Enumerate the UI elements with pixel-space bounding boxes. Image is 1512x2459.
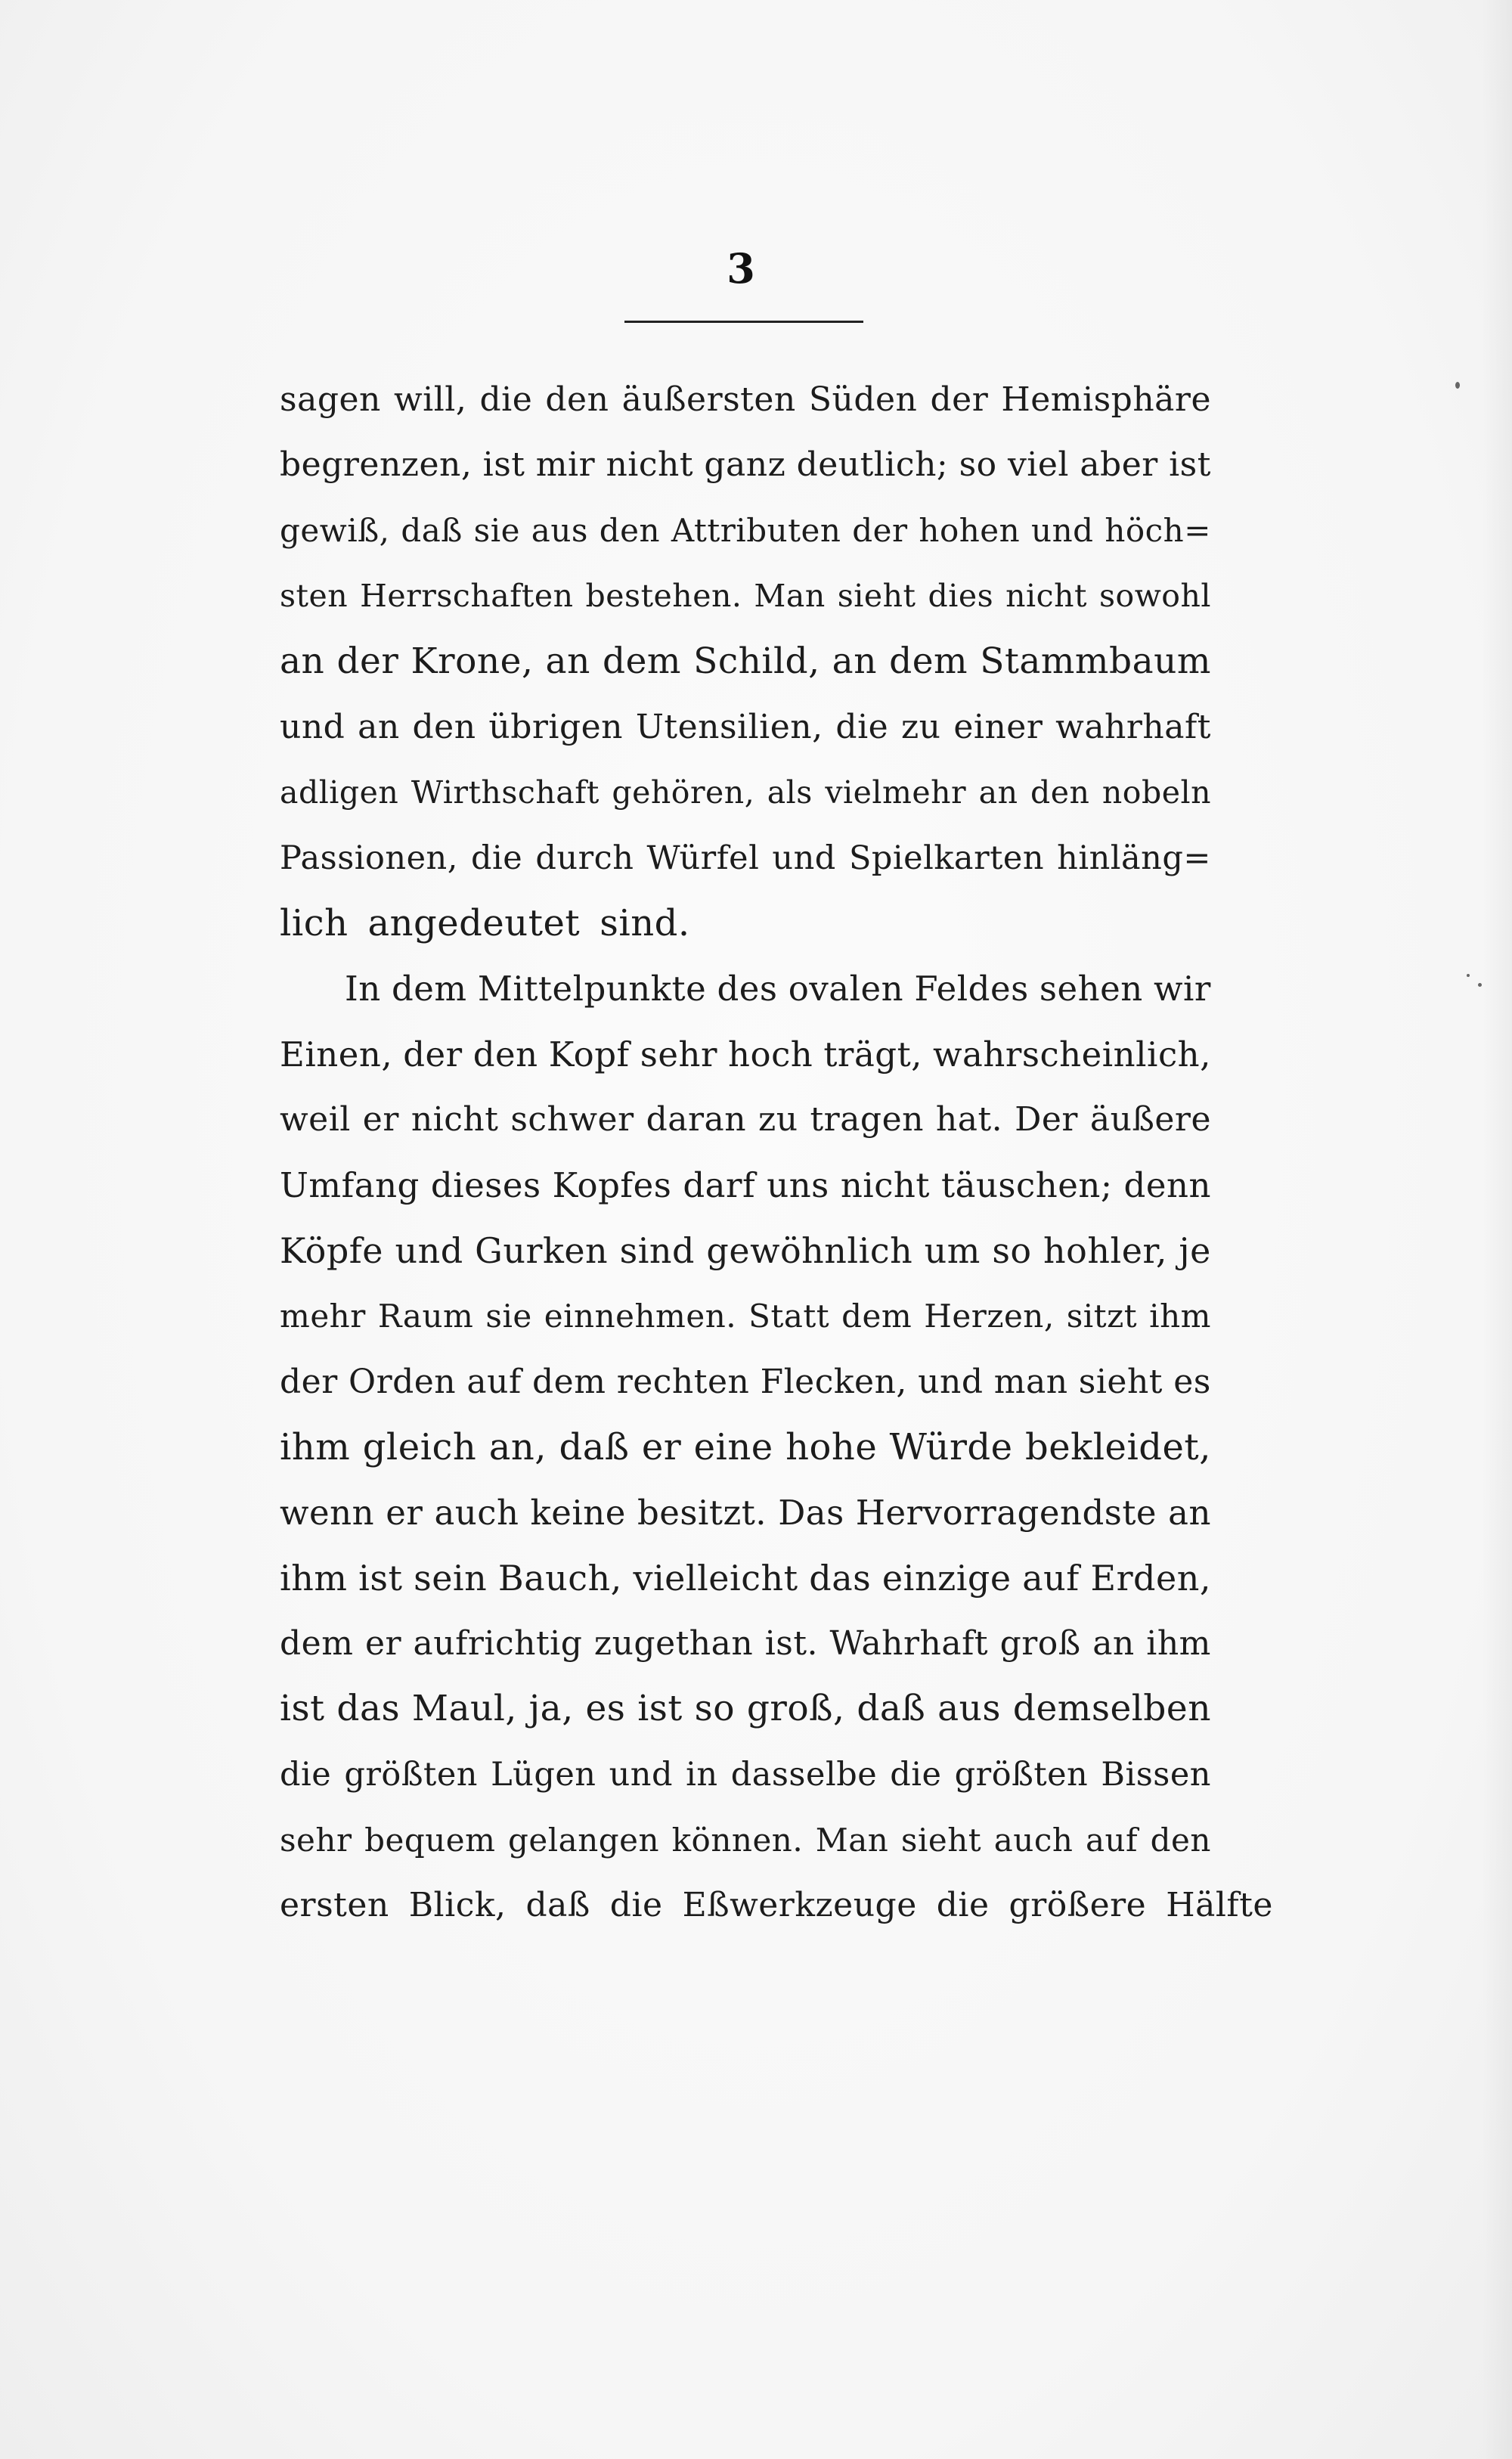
- text-line: [280, 881, 1211, 947]
- word: Utensilien,: [635, 707, 823, 746]
- word: Passionen,: [280, 839, 458, 877]
- text-line: [280, 1667, 1211, 1732]
- word: auf: [466, 1362, 522, 1401]
- word: sehr: [280, 1821, 352, 1859]
- word: nicht: [840, 1164, 930, 1205]
- word: die: [890, 1756, 942, 1794]
- text-line: [280, 1143, 1211, 1208]
- word: tragen: [810, 1100, 924, 1140]
- word: höch=: [1105, 511, 1211, 549]
- word: dies: [928, 578, 994, 615]
- text-line: [280, 357, 1211, 423]
- text-line: [280, 1339, 1211, 1405]
- word: denn: [1123, 1164, 1211, 1205]
- text-line: [280, 684, 1211, 750]
- word: dieses: [430, 1164, 541, 1205]
- word: den: [412, 707, 476, 746]
- text-line: [280, 1470, 1211, 1536]
- word: Wirthschaft: [411, 774, 600, 811]
- word: sitzt: [1066, 1297, 1138, 1335]
- word: Krone,: [411, 640, 534, 682]
- word: gewiß,: [280, 511, 390, 549]
- word: größten: [344, 1756, 478, 1794]
- word: äußersten: [621, 380, 796, 419]
- word: er: [362, 1100, 399, 1140]
- text-line: [280, 1797, 1211, 1863]
- word: Flecken,: [760, 1362, 907, 1401]
- word: Gurken: [475, 1230, 609, 1272]
- word: vielmehr: [825, 774, 967, 811]
- word: an: [545, 640, 590, 682]
- word: will,: [393, 380, 467, 419]
- word: an: [1092, 1623, 1135, 1663]
- word: viel: [1007, 445, 1069, 485]
- word: lich: [280, 902, 349, 945]
- word: begrenzen,: [280, 445, 472, 485]
- word: die: [609, 1886, 663, 1925]
- word: dem: [392, 968, 467, 1009]
- word: ist: [280, 1688, 325, 1730]
- word: hohen: [919, 511, 1021, 549]
- word: er: [386, 1492, 423, 1533]
- print-speck: [1478, 983, 1482, 987]
- word: hohler,: [1043, 1230, 1167, 1272]
- word: gleich: [362, 1426, 477, 1469]
- word: und: [1031, 511, 1094, 549]
- word: Man: [815, 1821, 889, 1859]
- word: besitzt.: [637, 1492, 767, 1533]
- word: sind: [619, 1230, 695, 1272]
- word: in: [686, 1756, 718, 1794]
- text-line: [280, 1536, 1211, 1602]
- word: an: [280, 640, 325, 682]
- word: dem: [603, 640, 681, 682]
- text-line: [280, 1273, 1211, 1339]
- word: zu: [758, 1100, 798, 1140]
- word: sieht: [900, 1821, 982, 1859]
- word: dem: [889, 640, 968, 682]
- word: Köpfe: [280, 1230, 384, 1272]
- word: angedeutet: [367, 902, 581, 945]
- word: daß: [559, 1426, 630, 1469]
- word: bequem: [364, 1821, 496, 1859]
- word: ist: [482, 445, 525, 485]
- word: dem: [532, 1362, 606, 1401]
- word: der: [852, 511, 908, 549]
- word: groß: [999, 1623, 1081, 1663]
- text-line: [280, 619, 1211, 684]
- word: Raum: [377, 1297, 474, 1335]
- word: dem: [280, 1623, 354, 1663]
- word: Süden: [808, 380, 918, 419]
- word: ganz: [704, 445, 786, 485]
- word: äußere: [1089, 1100, 1211, 1140]
- word: sein: [414, 1558, 488, 1599]
- word: einer: [953, 707, 1043, 746]
- word: ihm: [1146, 1623, 1211, 1663]
- text-line: [280, 423, 1211, 488]
- word: an: [1168, 1492, 1211, 1533]
- word: Bissen: [1101, 1756, 1211, 1794]
- word: nobeln: [1101, 774, 1211, 811]
- text-line: [280, 554, 1211, 619]
- text-line: [280, 750, 1211, 816]
- word: so: [992, 1230, 1032, 1272]
- word: die: [471, 839, 523, 877]
- word: ist: [1169, 445, 1211, 485]
- word: durch: [535, 839, 634, 877]
- word: gewöhnlich: [706, 1230, 913, 1272]
- word: ihm: [1149, 1297, 1211, 1335]
- word: auf: [1022, 1558, 1080, 1599]
- word: Lügen: [491, 1756, 596, 1794]
- word: darf: [683, 1164, 756, 1205]
- text-line: [280, 1863, 1273, 1929]
- print-speck: [1467, 974, 1470, 977]
- word: und: [918, 1362, 984, 1401]
- word: hoch: [728, 1034, 813, 1074]
- word: er: [641, 1426, 682, 1469]
- word: ist: [358, 1558, 403, 1599]
- text-line: [280, 1601, 1211, 1667]
- word: die: [936, 1886, 990, 1925]
- word: den: [599, 511, 661, 549]
- word: hinläng=: [1057, 839, 1211, 877]
- word: Kopfes: [552, 1164, 672, 1205]
- word: und: [280, 707, 345, 746]
- word: übrigen: [488, 707, 624, 746]
- word: an: [832, 640, 877, 682]
- word: man: [993, 1362, 1068, 1401]
- word: gelangen: [508, 1821, 660, 1859]
- word: der: [930, 380, 989, 419]
- text-line: [280, 815, 1211, 881]
- word: schwer: [510, 1100, 634, 1140]
- word: Würfel: [646, 839, 760, 877]
- word: Stammbaum: [980, 640, 1211, 682]
- word: um: [924, 1230, 981, 1272]
- word: eine: [693, 1426, 773, 1469]
- word: und: [609, 1756, 674, 1794]
- word: daß: [857, 1688, 926, 1730]
- word: der: [336, 640, 399, 682]
- text-line: [280, 1012, 1211, 1078]
- word: Einen,: [280, 1034, 393, 1074]
- word: nicht: [411, 1100, 499, 1140]
- word: es: [1173, 1362, 1211, 1401]
- word: sehr: [640, 1034, 717, 1074]
- word: trägt,: [823, 1034, 922, 1074]
- word: deutlich;: [796, 445, 949, 485]
- word: und: [772, 839, 836, 877]
- word: der: [403, 1034, 463, 1074]
- word: ihm: [280, 1426, 351, 1469]
- text-line: [280, 1078, 1211, 1143]
- word: rechten: [616, 1362, 750, 1401]
- word: Mittelpunkte: [477, 968, 707, 1009]
- word: das: [809, 1558, 872, 1599]
- text-line: [280, 1208, 1211, 1274]
- word: Feldes: [914, 968, 1029, 1009]
- word: sagen: [280, 380, 381, 419]
- word: so: [959, 445, 997, 485]
- word: ja,: [528, 1688, 574, 1730]
- word: bekleidet,: [1024, 1426, 1211, 1469]
- word: adligen: [280, 774, 399, 811]
- word: Attributen: [671, 511, 841, 549]
- word: als: [767, 774, 813, 811]
- word: sie: [485, 1297, 532, 1335]
- word: Statt: [748, 1297, 830, 1335]
- word: Hemisphäre: [1001, 380, 1211, 419]
- word: hohe: [785, 1426, 878, 1469]
- word: aber: [1080, 445, 1158, 485]
- word: Bauch,: [497, 1558, 622, 1599]
- word: groß,: [746, 1688, 845, 1730]
- word: Schild,: [693, 640, 820, 682]
- word: zugethan: [593, 1623, 754, 1663]
- print-speck: [1455, 382, 1460, 389]
- word: an: [358, 707, 400, 746]
- word: Herzen,: [924, 1297, 1055, 1335]
- header-rule: [624, 321, 863, 323]
- text-line: [280, 946, 1211, 1012]
- word: einnehmen.: [544, 1297, 737, 1335]
- word: Würde: [889, 1426, 1013, 1469]
- word: Blick,: [408, 1886, 507, 1925]
- word: Eßwerkzeuge: [682, 1886, 917, 1925]
- text-line: [280, 488, 1211, 554]
- word: dem: [841, 1297, 912, 1335]
- word: den: [1150, 1821, 1211, 1859]
- word: dasselbe: [730, 1756, 878, 1794]
- word: vielleicht: [633, 1558, 798, 1599]
- text-line: [280, 1405, 1211, 1471]
- word: daß: [525, 1886, 590, 1925]
- word: an,: [488, 1426, 547, 1469]
- word: nicht: [1005, 578, 1087, 615]
- word: aufrichtig: [413, 1623, 583, 1663]
- word: und: [395, 1230, 463, 1272]
- word: wenn: [280, 1492, 375, 1533]
- word: die: [479, 380, 533, 419]
- word: den: [472, 1034, 538, 1074]
- word: sehen: [1039, 968, 1143, 1009]
- word: demselben: [1012, 1688, 1211, 1730]
- word: ovalen: [788, 968, 904, 1009]
- word: uns: [767, 1164, 829, 1205]
- word: Der: [1015, 1100, 1078, 1140]
- word: Wahrhaft: [829, 1623, 989, 1663]
- word: das: [336, 1688, 401, 1730]
- word: sieht: [1078, 1362, 1163, 1401]
- word: täuschen;: [941, 1164, 1113, 1205]
- word: weil: [280, 1100, 351, 1140]
- page-number: 3: [727, 244, 755, 293]
- word: Erden,: [1090, 1558, 1211, 1599]
- word: einzige: [881, 1558, 1012, 1599]
- word: sowohl: [1098, 578, 1211, 615]
- word: aus: [937, 1688, 1002, 1730]
- word: mir: [535, 445, 596, 485]
- word: Spielkarten: [848, 839, 1045, 877]
- word: sten: [280, 578, 349, 615]
- word: Herrschaften: [360, 578, 574, 615]
- word: größten: [954, 1756, 1089, 1794]
- word: er: [364, 1623, 402, 1663]
- word: Hervorragendste: [855, 1492, 1157, 1533]
- body-text: [280, 357, 1273, 1928]
- word: hat.: [935, 1100, 1003, 1140]
- word: mehr: [280, 1297, 366, 1335]
- word: aus: [531, 511, 588, 549]
- word: daß: [401, 511, 463, 549]
- word: der: [280, 1362, 338, 1401]
- word: keine: [530, 1492, 626, 1533]
- word: sie: [473, 511, 520, 549]
- word: so: [694, 1688, 735, 1730]
- word: auch: [993, 1821, 1074, 1859]
- word: größere: [1009, 1886, 1147, 1925]
- word: Orden: [349, 1362, 457, 1401]
- word: Hälfte: [1166, 1886, 1273, 1925]
- word: den: [545, 380, 609, 419]
- word: In: [345, 968, 381, 1009]
- word: sind.: [600, 902, 690, 945]
- word: Umfang: [280, 1164, 420, 1205]
- word: ihm: [280, 1558, 348, 1599]
- word: auch: [434, 1492, 519, 1533]
- word: ist.: [764, 1623, 819, 1663]
- word: des: [717, 968, 778, 1009]
- word: den: [1030, 774, 1090, 811]
- text-line: [280, 1732, 1211, 1797]
- word: daran: [646, 1100, 747, 1140]
- word: Man: [754, 578, 826, 615]
- word: je: [1179, 1230, 1211, 1272]
- word: wahrhaft: [1055, 707, 1211, 746]
- word: Kopf: [548, 1034, 630, 1074]
- word: können.: [671, 1821, 804, 1859]
- word: auf: [1085, 1821, 1139, 1859]
- word: bestehen.: [585, 578, 742, 615]
- word: Maul,: [411, 1688, 517, 1730]
- word: wahrscheinlich,: [933, 1034, 1211, 1074]
- word: nicht: [606, 445, 694, 485]
- word: zu: [901, 707, 941, 746]
- word: ersten: [280, 1886, 389, 1925]
- word: die: [280, 1756, 332, 1794]
- page-edge-shadow: [1482, 0, 1512, 2459]
- word: die: [835, 707, 889, 746]
- word: an: [978, 774, 1018, 811]
- word: es: [585, 1688, 626, 1730]
- word: gehören,: [612, 774, 755, 811]
- word: Das: [778, 1492, 844, 1533]
- word: sieht: [837, 578, 916, 615]
- word: ist: [637, 1688, 683, 1730]
- word: wir: [1153, 968, 1211, 1009]
